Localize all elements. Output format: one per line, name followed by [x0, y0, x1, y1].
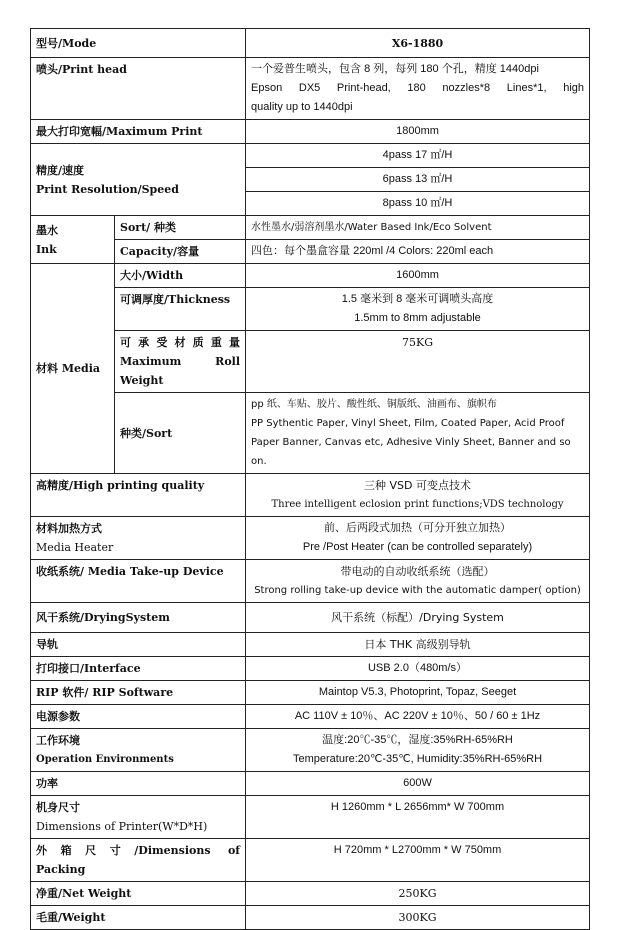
row-model: [31, 29, 590, 58]
hq-value: [246, 474, 590, 517]
env-value-en: Temperature:20℃-35℃, Humidity:35%RH-65%RH: [292, 753, 543, 765]
printhead-value-line3: quality up to 1440dpi: [251, 101, 353, 113]
ink-sort-value: 水性墨水/弱溶剂墨水/Water Based Ink/Eco Solvent: [246, 216, 590, 240]
printhead-value-line2: Epson DX5 Print-head, 180 nozzles*8 Lines*1, high: [251, 82, 585, 94]
heater-value: [246, 517, 590, 560]
takeup-value-zh: 带电动的自动收纸系统（选配）: [340, 565, 495, 578]
media-thickness-label: 可调厚度/Thickness: [115, 288, 246, 331]
row-media-width: [31, 264, 590, 288]
packing-value: H 720mm * L2700mm * W 750mm: [246, 839, 590, 882]
row-media-sort: [31, 393, 590, 474]
resolution-label-en: Print Resolution/Speed: [36, 182, 179, 196]
env-value-zh: 温度:20℃-35℃，湿度:35%RH-65%RH: [322, 734, 513, 746]
model-label: 型号/Mode: [31, 29, 246, 58]
takeup-label: 收纸系统/ Media Take-up Device: [31, 560, 246, 603]
row-power: [31, 772, 590, 796]
spec-table: [30, 28, 590, 930]
row-max-width: [31, 120, 590, 144]
power-param-value: AC 110V ± 10％、AC 220V ± 10％、50 / 60 ± 1Hz: [246, 705, 590, 729]
row-power-param: [31, 705, 590, 729]
media-weight-label-zh: 可承受材质重量: [120, 336, 241, 349]
media-width-value: 1600mm: [246, 264, 590, 288]
takeup-value: [246, 560, 590, 603]
row-media-thickness: [31, 288, 590, 331]
ink-label-en: Ink: [36, 242, 57, 256]
row-net-weight: [31, 882, 590, 906]
media-sort-value: [246, 393, 590, 474]
row-takeup: [31, 560, 590, 603]
packing-label-line1: 外箱尺寸/Dimensions of: [36, 844, 241, 857]
max-width-label: 最大打印宽幅/Maximum Print: [31, 120, 246, 144]
media-thickness-en: 1.5mm to 8mm adjustable: [354, 312, 481, 324]
ink-label-zh: 墨水: [36, 223, 58, 237]
drying-label: 风干系统/DryingSystem: [31, 603, 246, 633]
net-weight-label: 净重/Net Weight: [31, 882, 246, 906]
row-env: [31, 729, 590, 772]
power-value: 600W: [246, 772, 590, 796]
resolution-label-zh: 精度/速度: [36, 163, 85, 177]
media-weight-label: [115, 331, 246, 393]
power-param-label: 电源参数: [31, 705, 246, 729]
media-thickness-value: [246, 288, 590, 331]
resolution-4pass: 4pass 17 ㎡/H: [246, 144, 590, 168]
ink-capacity-label: Capacity/容量: [115, 240, 246, 264]
interface-value: USB 2.0（480m/s）: [246, 657, 590, 681]
rail-label: 导轨: [31, 633, 246, 657]
media-label: 材料 Media: [31, 264, 115, 474]
row-weight: [31, 906, 590, 930]
env-label: [31, 729, 246, 772]
env-label-en: Operation Environments: [36, 754, 174, 765]
row-hq: [31, 474, 590, 517]
heater-value-zh: 前、后两段式加热（可分开独立加热）: [324, 522, 512, 534]
resolution-8pass: 8pass 10 ㎡/H: [246, 192, 590, 216]
net-weight-value: 250KG: [246, 882, 590, 906]
dims-label-zh: 机身尺寸: [36, 801, 80, 814]
heater-label: [31, 517, 246, 560]
max-width-value: 1800mm: [246, 120, 590, 144]
dims-value: H 1260mm * L 2656mm* W 700mm: [246, 796, 590, 839]
media-sort-line1: pp 纸、车贴、胶片、酸性纸、铜版纸、油画布、旗帜布: [251, 399, 497, 410]
row-printhead: [31, 58, 590, 120]
row-media-weight: [31, 331, 590, 393]
heater-label-zh: 材料加热方式: [36, 522, 102, 535]
ink-sort-label: Sort/ 种类: [115, 216, 246, 240]
takeup-value-en: Strong rolling take-up device with the automatic damper( option): [254, 585, 581, 596]
row-resolution-1: [31, 144, 590, 168]
resolution-6pass: 6pass 13 ㎡/H: [246, 168, 590, 192]
packing-label-line2: Packing: [36, 863, 86, 876]
media-sort-label: 种类/Sort: [115, 393, 246, 474]
rip-label: RIP 软件/ RIP Software: [31, 681, 246, 705]
media-width-label: 大小/Width: [115, 264, 246, 288]
power-label: 功率: [31, 772, 246, 796]
env-label-zh: 工作环境: [36, 734, 80, 747]
heater-label-en: Media Heater: [36, 541, 114, 554]
heater-value-en: Pre /Post Heater (can be controlled separately): [302, 541, 533, 553]
row-dims: [31, 796, 590, 839]
media-weight-label-en2: Weight: [120, 374, 164, 387]
row-rail: [31, 633, 590, 657]
media-weight-value: 75KG: [246, 331, 590, 393]
weight-label: 毛重/Weight: [31, 906, 246, 930]
drying-value: 风干系统（标配）/Drying System: [246, 603, 590, 633]
row-ink-sort: [31, 216, 590, 240]
ink-label: [31, 216, 115, 264]
env-value: [246, 729, 590, 772]
row-ink-capacity: [31, 240, 590, 264]
hq-value-zh: 三种 VSD 可变点技术: [364, 479, 471, 492]
resolution-label: [31, 144, 246, 216]
ink-capacity-value: 四色：每个墨盒容量 220ml /4 Colors: 220ml each: [246, 240, 590, 264]
dims-label-en: Dimensions of Printer(W*D*H): [36, 820, 208, 833]
row-packing: [31, 839, 590, 882]
printhead-label: 喷头/Print head: [31, 58, 246, 120]
row-drying: [31, 603, 590, 633]
model-value: X6-1880: [246, 29, 590, 58]
printhead-value: [246, 58, 590, 120]
row-heater: [31, 517, 590, 560]
media-weight-label-en: Maximum Roll: [120, 355, 241, 368]
packing-label: [31, 839, 246, 882]
media-sort-line3: Paper Banner, Canvas etc, Adhesive Vinly Sheet, Banner and so: [251, 437, 571, 448]
row-interface: [31, 657, 590, 681]
hq-value-en: Three intelligent eclosion print functions;VDS technology: [271, 499, 564, 510]
rip-value: Maintop V5.3, Photoprint, Topaz, Seeget: [246, 681, 590, 705]
rail-value: 日本 THK 高级别导轨: [246, 633, 590, 657]
media-thickness-zh: 1.5 毫米到 8 毫米可调喷头高度: [341, 293, 494, 305]
row-rip: [31, 681, 590, 705]
printhead-value-line1: 一个爱普生喷头，包含 8 列，每列 180 个孔，精度 1440dpi: [251, 63, 539, 75]
weight-value: 300KG: [246, 906, 590, 930]
hq-label: 高精度/High printing quality: [31, 474, 246, 517]
dims-label: [31, 796, 246, 839]
interface-label: 打印接口/Interface: [31, 657, 246, 681]
media-sort-line4: on.: [251, 456, 267, 467]
media-sort-line2: PP Sythentic Paper, Vinyl Sheet, Film, Coated Paper, Acid Proof: [251, 418, 565, 429]
